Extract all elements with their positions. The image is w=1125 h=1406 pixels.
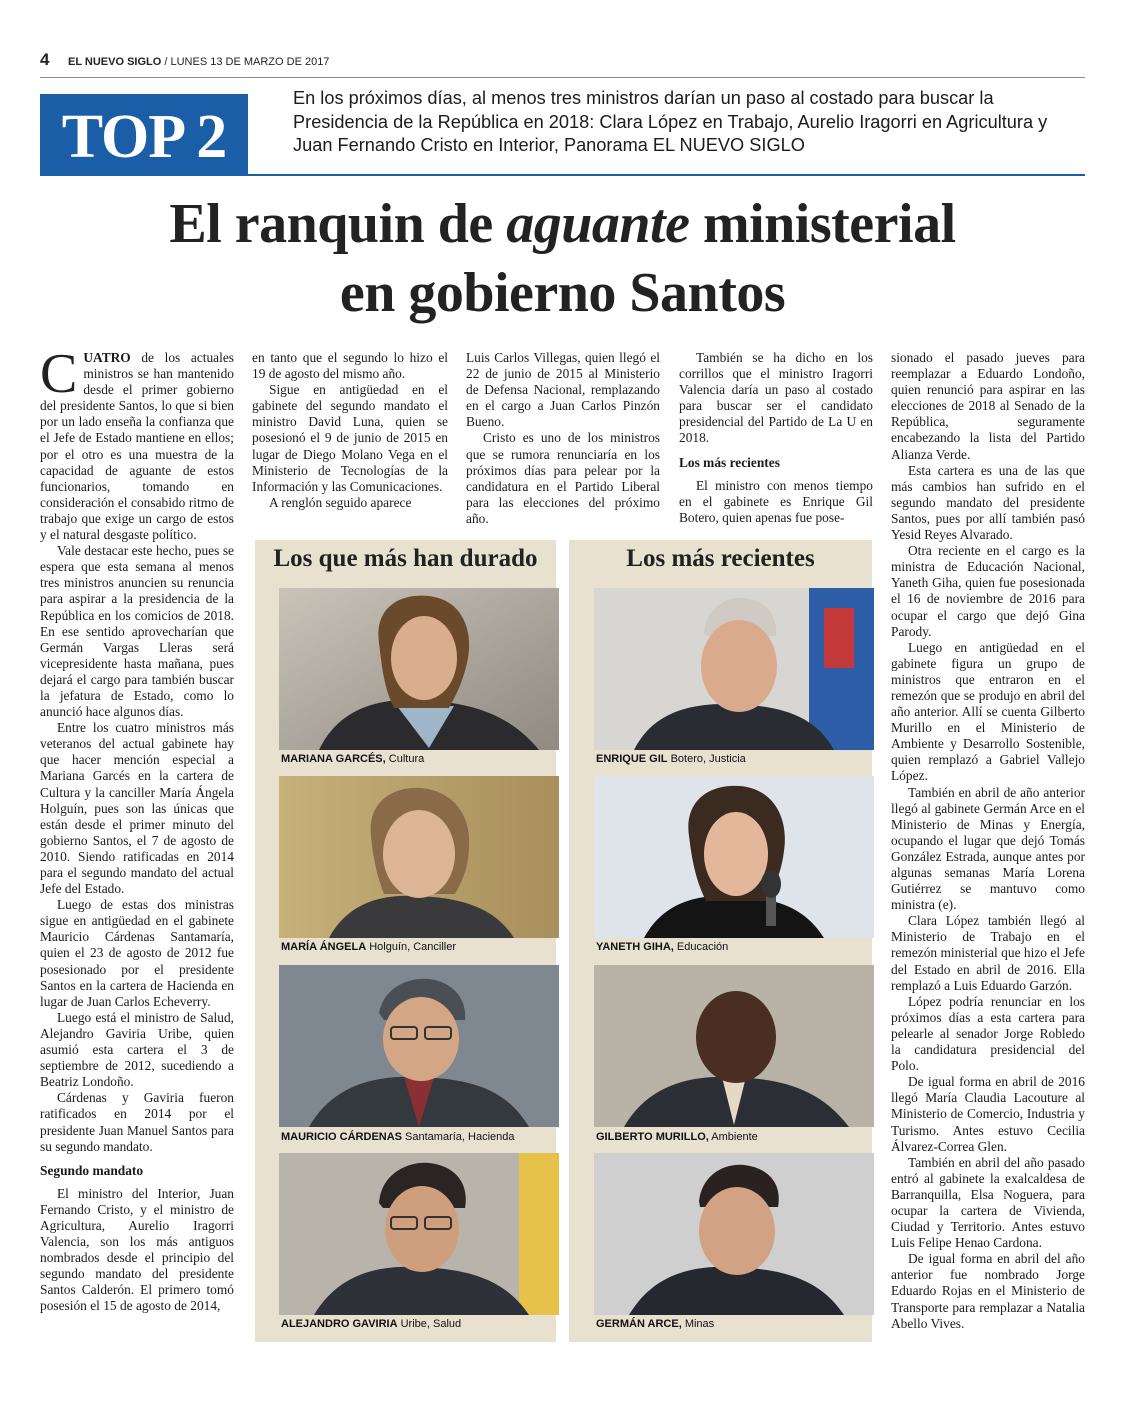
caption-name: GERMÁN ARCE, <box>596 1318 682 1330</box>
portrait-photo <box>594 1153 874 1315</box>
paragraph: De igual forma en abril del año anterior fue nombrado Jorge Eduardo Rojas en el Ministerio de Transporte para remplazar a Natalia Abello Vives. <box>891 1251 1085 1331</box>
paragraph: También en abril del año pasado entró al gabinete la exalcaldesa de Barranquilla, Elsa Noguera, para ocupar la cartera de Vivienda, Ciudad y Territorio. Antes estuvo Luis Felipe Henao Cardona. <box>891 1154 1085 1251</box>
paragraph: A renglón seguido aparece <box>269 494 412 510</box>
caption-role: Ambiente <box>708 1131 758 1143</box>
caption-role: Educación <box>673 941 729 953</box>
photo-caption <box>596 941 886 953</box>
subhead: Segundo mandato <box>40 1162 144 1178</box>
headline-italic: aguante <box>506 193 690 255</box>
paragraph: Luego está el ministro de Salud, Alejandro Gaviria Uribe, quien asumió esta cartera el 3 de septiembre de 2012, sucediendo a Beatriz Londoño. <box>40 1009 234 1090</box>
paragraph: López podría renunciar en los próximos días a esta cartera para pelearle al senador Jorge Robledo la candidatura presidencial del Polo. <box>891 993 1085 1074</box>
paragraph <box>40 343 234 543</box>
portrait-photo <box>279 588 559 750</box>
paragraph: Otra reciente en el cargo es la ministra de Educación Nacional, Yaneth Giha, quien fue posesionada el 16 de noviembre de 2016 para ocupar el cargo que dejó Gina Parody. <box>891 543 1085 639</box>
paragraph: El ministro del Interior, Juan Fernando Cristo, y el ministro de Agricultura, Aurelio Iragorri Valencia, son los más antiguos nombrados desde el principio del segundo mandato del presidente Santos Calderón. El primero tomó posesión el 15 de agosto de 2014, <box>40 1185 234 1314</box>
caption-role: Holguín, Canciller <box>366 941 457 953</box>
portrait-photo <box>594 965 874 1127</box>
section-rule <box>248 174 1085 176</box>
subhead: Los más recientes <box>679 454 780 470</box>
lead-word: UATRO <box>83 350 131 365</box>
drop-cap: C <box>40 343 78 405</box>
caption-role: Uribe, Salud <box>397 1318 462 1330</box>
paragraph: Luis Carlos Villegas, quien llegó el 22 de junio de 2015 al Ministerio de Defensa Nacional, remplazando en el cargo a Juan Carlos Pinzón Bueno. <box>466 350 660 430</box>
paragraph: También se ha dicho en los corrillos que el ministro Iragorri Valencia daría un paso al costado para buscar ser el candidato presidencial del Partido de La U en 2018. <box>679 350 873 446</box>
paragraph: sionado el pasado jueves para reemplazar a Eduardo Londoño, quien renunció para aspirar en las elecciones de 2018 al Senado de la República, seguramente encabezando la lista del Partido Alianza Verde. <box>891 350 1085 462</box>
paragraph: Entre los cuatro ministros más veteranos del actual gabinete hay que hacer mención especial a Mariana Garcés en la cartera de Cultura y la canciller María Ángela Holguín, pues son las únicas que están desde el primer minuto del gobierno Santos, el 7 de agosto de 2010. Siendo ratificadas en 2014 para el segundo mandato del actual Jefe del Estado. <box>40 720 234 897</box>
most-recent-panel <box>569 540 872 1342</box>
caption-name: YANETH GIHA, <box>596 941 674 953</box>
paragraph: Luego en antigüedad en el gabinete figura un grupo de ministros que entraron en el remezón que se produjo en abril del año anterior. Allí se cuenta Gilberto Murillo en el Ministerio de Ambiente y Desarrollo Sostenible, quien remplazó a Gabriel Vallejo López. <box>891 639 1085 784</box>
photo-caption <box>596 1131 886 1143</box>
caption-role: Cultura <box>385 753 425 765</box>
article-column-1 <box>40 343 234 1314</box>
publication-name: EL NUEVO SIGLO <box>68 56 162 68</box>
paragraph: Sigue en antigüedad en el gabinete del segundo mandato el ministro David Luna, quien se posesionó el 9 de junio de 2015 en lugar de Diego Molano Vega en el Ministerio de Tecnologías de la Información y las Comunicaciones. <box>252 382 448 494</box>
article-column-4 <box>679 350 873 526</box>
portrait-photo <box>279 965 559 1127</box>
paragraph: Cristo es uno de los ministros que se rumora renunciaría en los próximos días para pelear por la candidatura en el Partido Liberal para las elecciones del próximo año. <box>466 430 660 526</box>
portrait-photo <box>594 588 874 750</box>
article-column-5 <box>891 350 1085 1332</box>
page-number: 4 <box>40 50 50 69</box>
portrait-photo <box>594 776 874 938</box>
paragraph: También en abril de año anterior llegó al gabinete Germán Arce en el Ministerio de Minas y Energía, ocupando el lugar que dejó Tomás González Estrada, aunque antes por algunas semanas María Lorena Gutiérrez se mantuvo como ministra (e). <box>891 784 1085 913</box>
caption-name: MAURICIO CÁRDENAS <box>281 1131 402 1143</box>
caption-name: ALEJANDRO GAVIRIA <box>281 1318 398 1330</box>
portrait-photo <box>279 1153 559 1315</box>
panel-title: Los que más han durado <box>273 545 538 572</box>
photo-caption <box>281 753 571 765</box>
photo-caption <box>281 1131 571 1143</box>
headline-part1: El ranquin de <box>169 193 507 255</box>
photo-caption <box>281 1318 571 1330</box>
caption-role: Santamaría, Hacienda <box>402 1131 515 1143</box>
photo-caption <box>596 753 886 765</box>
paragraph-text: de los actuales ministros se han mantenido desde el primer gobierno del presidente Santos, lo que si bien por un lado enseña la confianza que el Jefe de Estado mantiene en ellos; por el otro es una muestra de la capacidad de aguante de estos funcionarios, tomando en consideración el consabido ritmo de trabajo que exige un cargo de estos y el natural desgaste político. <box>40 350 234 543</box>
paragraph: Esta cartera es una de las que más cambios han sufrido en el segundo mandato del presidente Santos, pues por allí también pasó Yesid Reyes Alvarado. <box>891 462 1085 543</box>
paragraph: Cárdenas y Gaviria fueron ratificados en 2014 por el presidente Juan Manuel Santos para su segundo mandato. <box>40 1090 234 1154</box>
paragraph: Vale destacar este hecho, pues se espera que esta semana al menos tres ministros anuncien su renuncia para aspirar a la presidencia de la República en los comicios de 2018. En ese sentido aprovecharían que Germán Vargas Lleras será vicepresidente hasta mañana, pues dejará el cargo para también buscar la jefatura de Estado, como lo anunció hace algunos días. <box>40 543 234 720</box>
caption-name: MARÍA ÁNGELA <box>281 941 367 953</box>
caption-role: Botero, Justicia <box>667 753 746 765</box>
caption-name: GILBERTO MURILLO, <box>596 1131 709 1143</box>
photo-caption <box>596 1318 886 1330</box>
caption-name: MARIANA GARCÉS, <box>281 753 386 765</box>
caption-role: Minas <box>681 1318 715 1330</box>
header-rule <box>40 77 1085 78</box>
paragraph: El ministro con menos tiempo en el gabinete es Enrique Gil Botero, quien apenas fue pose- <box>679 477 873 525</box>
kicker-text: En los próximos días, al menos tres ministros darían un paso al costado para buscar la Presidencia de la República en 2018: Clara López en Trabajo, Aurelio Iragorri en Agricultura y Juan Fernando Cristo en Interior, Panorama EL NUEVO SIGLO <box>293 88 1048 156</box>
article-column-2 <box>252 350 448 511</box>
portrait-photo <box>279 776 559 938</box>
headline-line2: en gobierno Santos <box>339 262 786 325</box>
headline <box>60 190 1065 329</box>
paragraph: Luego de estas dos ministras sigue en antigüedad en el gabinete Mauricio Cárdenas Santamaría, quien el 23 de agosto de 2012 fue posesionado por el presidente Santos en la cartera de Hacienda en lugar de Juan Carlos Echeverry. <box>40 897 234 1009</box>
caption-name: ENRIQUE GIL <box>596 753 668 765</box>
paragraph: De igual forma en abril de 2016 llegó María Claudia Lacouture al Ministerio de Comercio, Industria y Turismo. Antes estuvo Cecilia Álvarez-Correa Glen. <box>891 1074 1085 1154</box>
paragraph: Clara López también llegó al Ministerio de Trabajo en el remezón ministerial que hizo el Jefe del Estado en abril de 2016. Ella remplazó a Luis Eduardo Garzón. <box>891 913 1085 993</box>
paragraph: en tanto que el segundo lo hizo el 19 de agosto del mismo año. <box>252 350 448 382</box>
section-label-box: TOP 2 <box>40 94 248 176</box>
panel-title: Los más recientes <box>626 545 815 572</box>
masthead <box>68 56 329 68</box>
photo-caption <box>281 941 571 953</box>
article-column-3 <box>466 350 660 527</box>
longest-serving-panel <box>255 540 556 1342</box>
headline-part2: ministerial <box>689 193 956 255</box>
issue-date: / LUNES 13 DE MARZO DE 2017 <box>161 56 330 68</box>
